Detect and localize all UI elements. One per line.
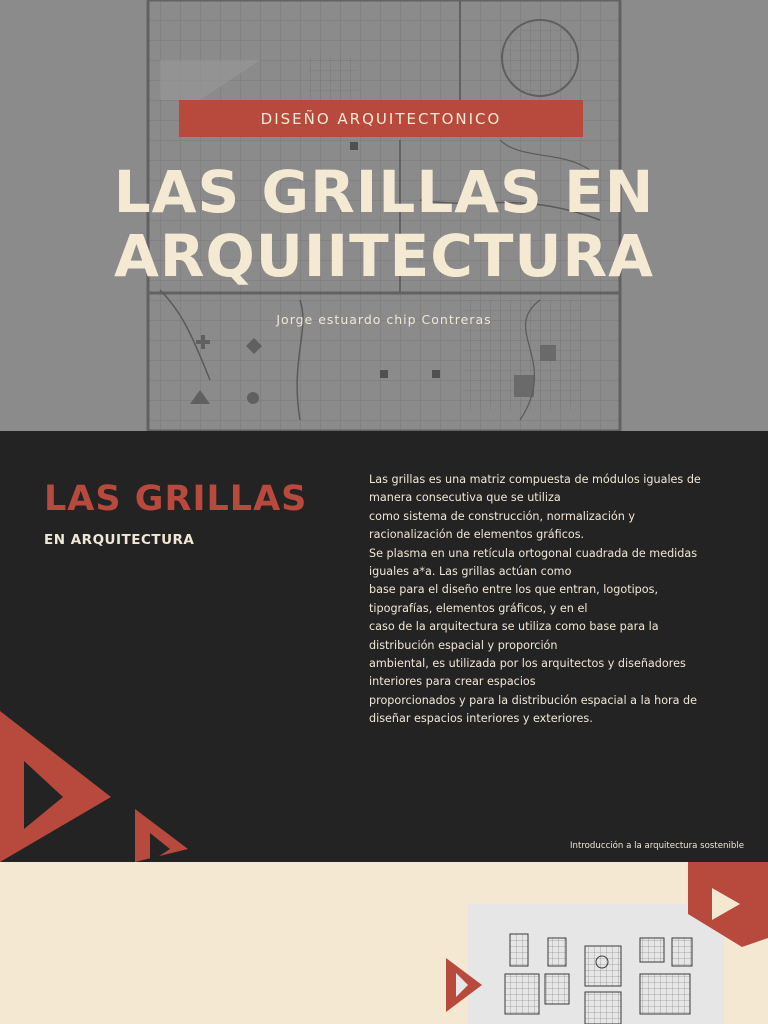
hero-title-line-1: LAS GRILLAS EN [113, 158, 655, 226]
category-badge [179, 100, 583, 137]
hero-title [0, 160, 768, 288]
plans-illustration [0, 862, 768, 1024]
body-line: interiores para crear espacios [369, 675, 536, 689]
author-name: Jorge estuardo chip Contreras [276, 312, 492, 327]
play-triangle-icon [0, 711, 111, 862]
body-line: ambiental, es utilizada por los arquitectos y diseñadores [369, 657, 686, 671]
hero-section [0, 0, 768, 431]
body-line: manera consecutiva que se utiliza [369, 491, 561, 505]
section-body [369, 471, 719, 729]
body-line: Se plasma en una retícula ortogonal cuadrada de medidas [369, 546, 698, 560]
body-line: como sistema de construcción, normalización y [369, 509, 636, 523]
body-line: racionalización de elementos gráficos. [369, 528, 585, 542]
section-subtitle: EN ARQUITECTURA [44, 532, 195, 548]
plans-section [0, 862, 768, 1024]
body-line: Las grillas es una matriz compuesta de módulos iguales de [369, 473, 701, 486]
body-line: distribución espacial y proporción [369, 638, 558, 652]
body-line: diseñar espacios interiores y exteriores. [369, 712, 593, 726]
body-line: base para el diseño entre los que entran, logotipos, [369, 583, 659, 597]
body-line: proporcionados y para la distribución espacial a la hora de [369, 693, 698, 707]
body-line: tipografías, elementos gráficos, y en el [369, 601, 588, 615]
category-label: DISEÑO ARQUITECTONICO [260, 109, 502, 128]
body-line: iguales a*a. Las grillas actúan como [369, 565, 572, 579]
course-footer-note: Introducción a la arquitectura sostenible [569, 841, 744, 851]
intro-section [0, 431, 768, 862]
hero-title-line-2: ARQUIITECTURA [113, 222, 655, 290]
body-line: caso de la arquitectura se utiliza como base para la [369, 620, 659, 634]
section-title: LAS GRILLAS [44, 479, 308, 519]
